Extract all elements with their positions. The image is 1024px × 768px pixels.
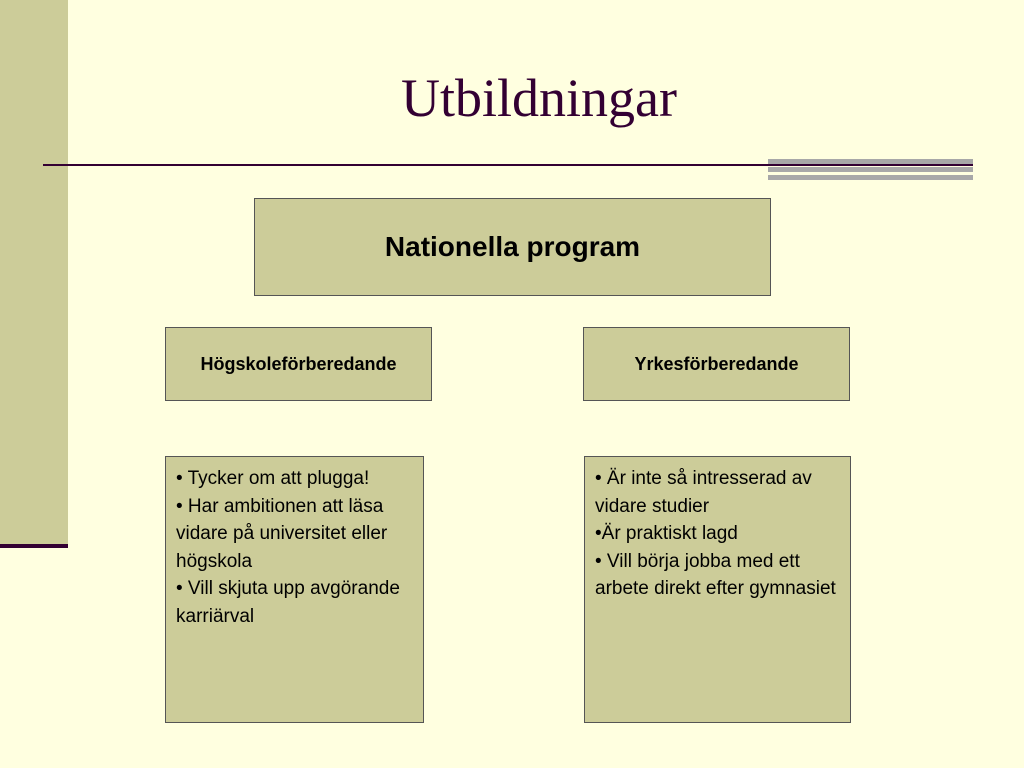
title-accent-bars [768, 159, 973, 180]
list-item: •Är praktiskt lagd [595, 523, 738, 544]
list-item: • Är inte så intresserad av vidare studier [595, 468, 818, 517]
category-detail-list [584, 456, 851, 723]
list-item: • Vill skjuta upp avgörande karriärval [176, 578, 406, 627]
list-item: • Tycker om att plugga! [176, 468, 370, 489]
list-item: • Har ambitionen att läsa vidare på universitet eller högskola [176, 495, 393, 572]
category-node-hogskoleforberedande [165, 327, 432, 401]
category-detail-list [165, 456, 424, 723]
category-label: Högskoleförberedande [200, 353, 397, 374]
slide-title: Utbildningar [401, 68, 677, 128]
root-node-label: Nationella program [384, 231, 641, 262]
category-label: Yrkesförberedande [634, 353, 799, 374]
list-item: • Vill börja jobba med ett arbete direkt efter gymnasiet [595, 550, 836, 599]
left-band-rule [0, 544, 68, 548]
root-node [254, 198, 771, 296]
category-node-yrkesforberedande [583, 327, 850, 401]
